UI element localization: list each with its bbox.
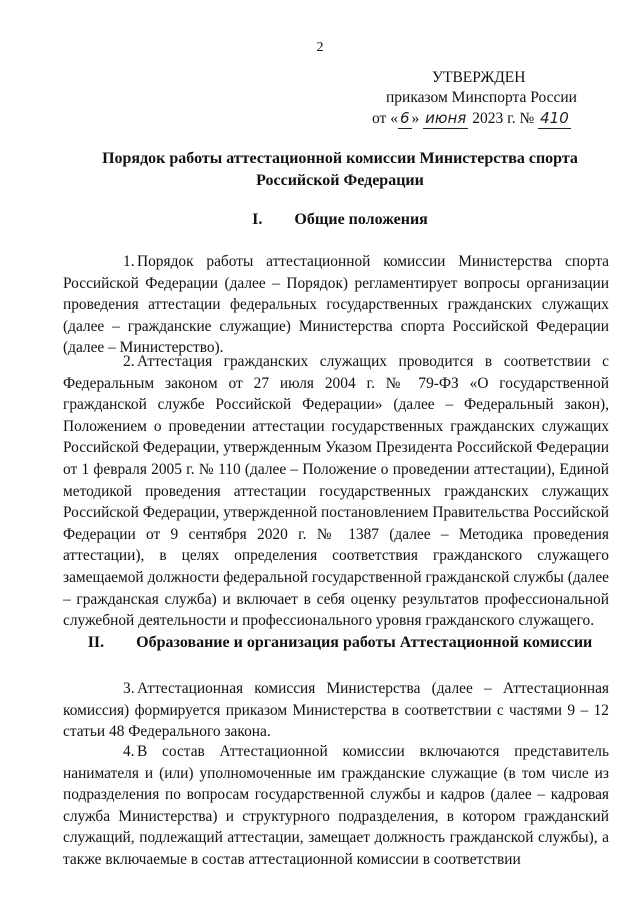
- paragraph-number: 4.: [123, 743, 135, 760]
- document-title: Порядок работы аттестационной комиссии Министерства спорта Российской Федерации: [102, 150, 578, 189]
- paragraph-number: 3.: [123, 680, 135, 697]
- section-number: II.: [87, 634, 105, 651]
- paragraph-number: 2.: [123, 353, 135, 370]
- handwritten-number: 410: [540, 109, 569, 127]
- section-number: I.: [252, 211, 263, 228]
- handwritten-day: 6: [399, 109, 410, 127]
- paragraph-4: [63, 741, 609, 871]
- paragraph-text: Порядок работы аттестационной комиссии Министерства спорта Российской Федерации (далее – Порядок) регламентирует вопросы организации проведения аттестации федеральных государственных гражданских служащих (далее – гражданские служащие) Министерства спорта Российской Федерации (далее – Министерство).: [63, 253, 609, 357]
- approval-stamp: [372, 68, 612, 129]
- paragraph-2: [63, 351, 609, 632]
- section-title: Образование и организация работы Аттестационной комиссии: [136, 634, 593, 651]
- paragraph-1: [63, 251, 609, 359]
- paragraph-text: В состав Аттестационной комиссии включаются представитель нанимателя и (или) уполномоченные им гражданские служащие (в том числе из подразделения по вопросам государственной службы и кадров (далее – кадровая служба Министерства) и структурного подразделения, в котором гражданский служащий, подлежащий аттестации, замещает должность гражданской службы), а также включаемые в состав аттестационной комиссии в соответствии: [63, 743, 609, 868]
- approval-date-line: [372, 108, 612, 129]
- section-heading-1: [62, 211, 618, 229]
- paragraph-3: [63, 678, 609, 743]
- paragraph-text: Аттестационная комиссия Министерства (далее – Аттестационная комиссия) формируется приказом Министерства в соответствии с частями 9 – 12 статьи 48 Федерального закона.: [63, 680, 609, 741]
- handwritten-month: июня: [425, 109, 467, 127]
- date-prefix: от «: [372, 110, 398, 127]
- approval-title: УТВЕРЖДЕН: [432, 69, 526, 86]
- paragraph-text: Аттестация гражданских служащих проводится в соответствии с Федеральным законом от 27 июля 2004 г. № 79-ФЗ «О государственной гражданской службе Российской Федерации» (далее – Федеральный закон), Положением о проведении аттестации государственных гражданских служащих Российской Федерации, утвержденным Указом Президента Российской Федерации от 1 февраля 2005 г. № 110 (далее – Положение о проведении аттестации), Единой методикой проведения аттестации государственных гражданских служащих Российской Федерации, утвержденной постановлением Правительства Российской Федерации от 9 сентября 2020 г. № 1387 (далее – Методика проведения аттестации), в целях определения соответствия гражданского служащего замещаемой должности федеральной государственной гражданской службы (далее – гражданская служба) и включает в себя оценку результатов профессиональной служебной деятельности и профессионального уровня гражданского служащего.: [63, 353, 609, 630]
- page-number: 2: [316, 40, 324, 55]
- approval-order: приказом Минспорта России: [386, 89, 577, 106]
- date-year: 2023 г. №: [468, 110, 539, 127]
- paragraph-number: 1.: [123, 253, 135, 270]
- section-heading-2: [62, 634, 618, 652]
- date-quote: »: [411, 110, 420, 127]
- section-title: Общие положения: [294, 211, 428, 228]
